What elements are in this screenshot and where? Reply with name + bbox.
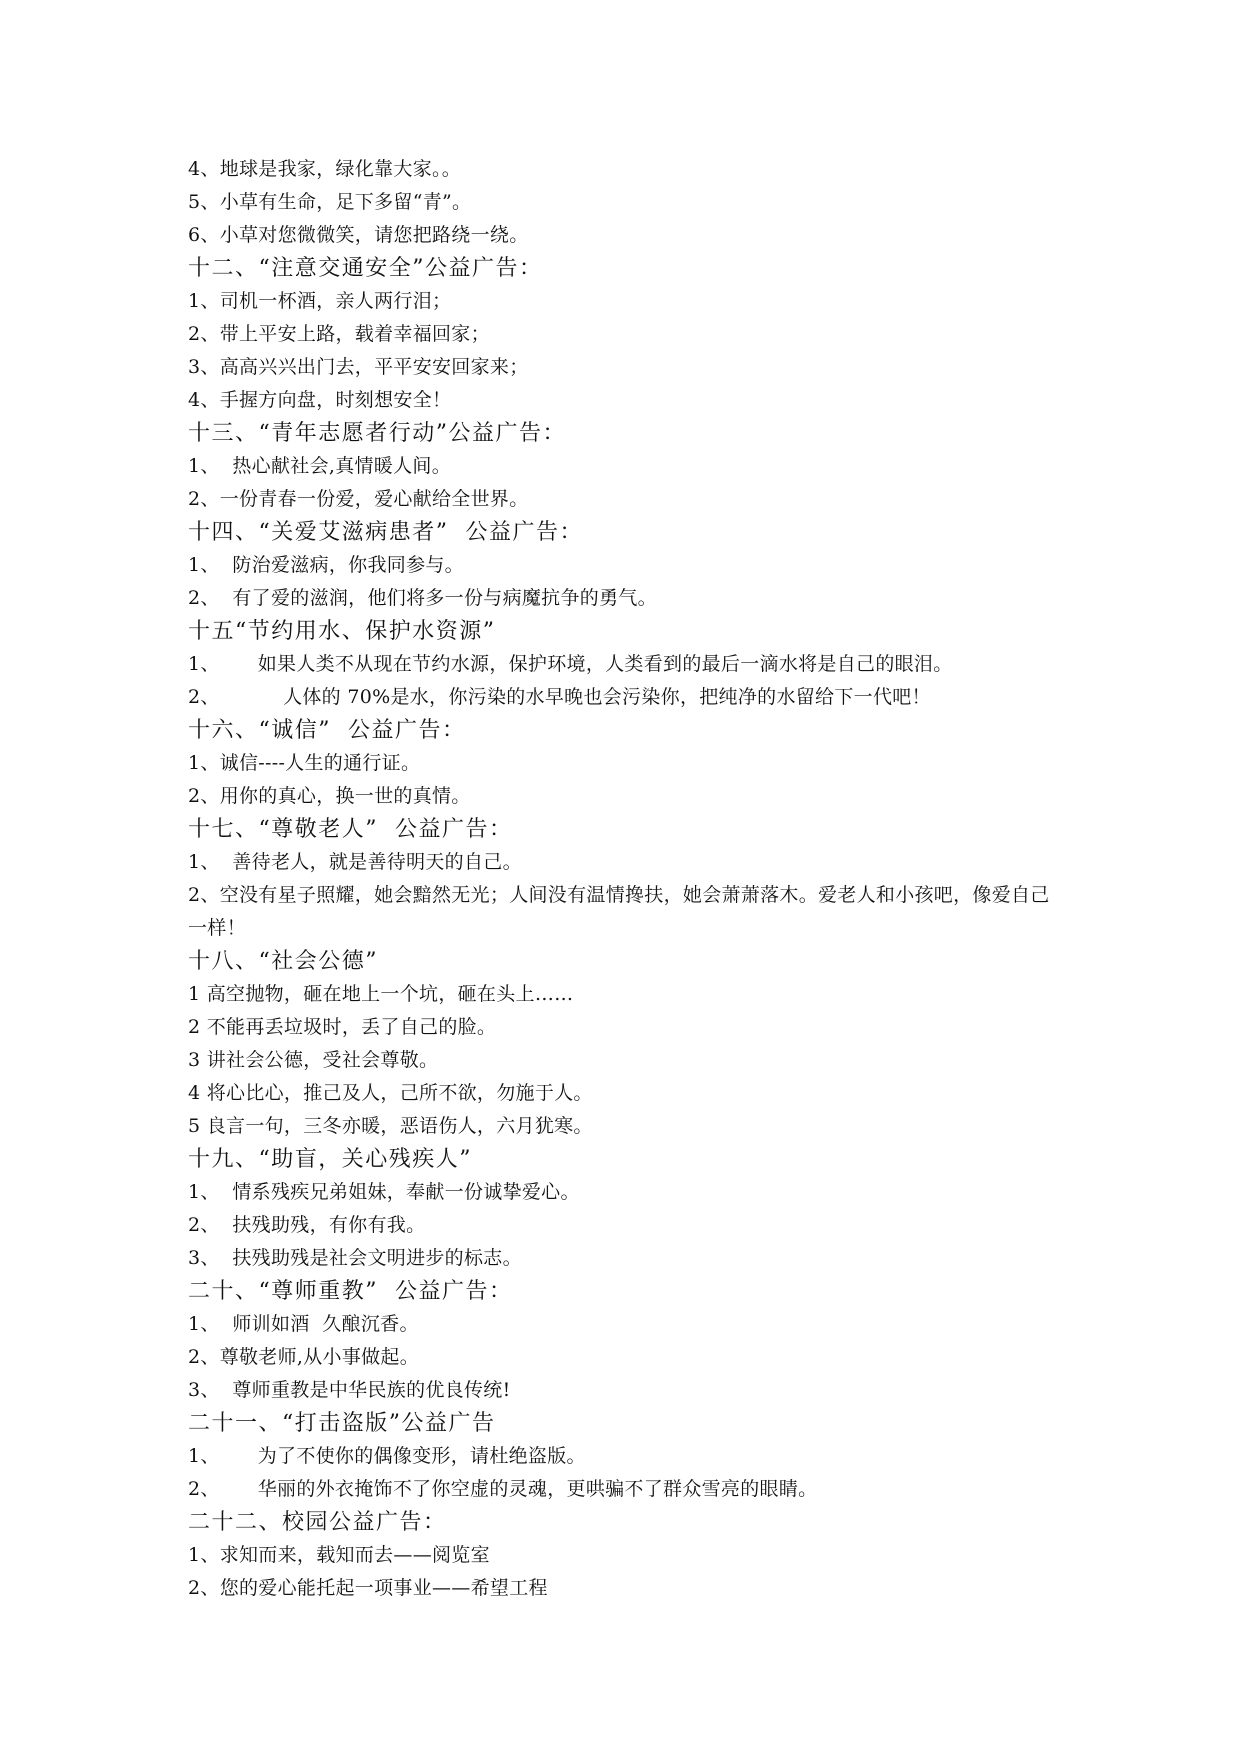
list-item: 1、 善待老人，就是善待明天的自己。 [188,851,522,873]
list-item: 4、手握方向盘，时刻想安全！ [188,389,452,411]
list-item: 3 讲社会公德，受社会尊敬。 [188,1049,439,1071]
section-heading: 十四、“关爱艾滋病患者” 公益广告： [188,520,583,545]
section-heading: 十八、“社会公德” [188,949,378,974]
list-item: 1、 防治爱滋病，你我同参与。 [188,554,464,576]
list-item: 2、一份青春一份爱，爱心献给全世界。 [188,488,529,510]
list-item: 2、带上平安上路，载着幸福回家； [188,323,490,345]
list-item: 1、 情系残疾兄弟姐妹，奉献一份诚挚爱心。 [188,1181,580,1203]
list-item: 2、空没有星子照耀，她会黯然无光；人间没有温情搀扶，她会萧萧落木。爱老人和小孩吧，像爱自己一样！ [188,884,1050,939]
list-item: 2、 华丽的外衣掩饰不了你空虚的灵魂，更哄骗不了群众雪亮的眼睛。 [188,1478,818,1500]
document-body [188,153,1068,1605]
list-item: 1 高空抛物，砸在地上一个坑，砸在头上…… [188,983,574,1005]
list-item: 2、 有了爱的滋润，他们将多一份与病魔抗争的勇气。 [188,587,657,609]
list-item: 1、 热心献社会,真情暖人间。 [188,455,452,477]
section-heading: 十九、“助盲，关心残疾人” [188,1147,472,1172]
list-item: 5、小草有生命，足下多留“青”。 [188,191,472,213]
section-heading: 十五“节约用水、保护水资源” [188,619,496,644]
list-item: 2、尊敬老师,从小事做起。 [188,1346,420,1368]
section-heading: 二十一、“打击盗版”公益广告 [188,1411,496,1436]
list-item: 5 良言一句，三冬亦暖，恶语伤人，六月犹寒。 [188,1115,593,1137]
list-item: 1、求知而来，载知而去——阅览室 [188,1544,490,1566]
list-item: 6、小草对您微微笑，请您把路绕一绕。 [188,224,529,246]
list-item: 1、诚信----人生的通行证。 [188,752,421,774]
list-item: 2 不能再丢垃圾时，丢了自己的脸。 [188,1016,497,1038]
section-heading: 十七、“尊敬老人” 公益广告： [188,817,513,842]
list-item: 4、地球是我家，绿化靠大家。。 [188,158,462,180]
list-item: 1、 为了不使你的偶像变形，请杜绝盗版。 [188,1445,586,1467]
section-heading: 十二、“注意交通安全”公益广告： [188,256,543,281]
list-item: 3、高高兴兴出门去，平平安安回家来； [188,356,529,378]
list-item: 3、 扶残助残是社会文明进步的标志。 [188,1247,522,1269]
list-item: 2、 人体的 70%是水，你污染的水早晚也会污染你，把纯净的水留给下一代吧！ [188,686,931,708]
section-heading: 二十、“尊师重教” 公益广告： [188,1279,513,1304]
section-heading: 二十二、校园公益广告： [188,1510,447,1535]
list-item: 2、 扶残助残，有你有我。 [188,1214,426,1236]
list-item: 1、司机一杯酒，亲人两行泪； [188,290,452,312]
list-item: 1、 如果人类不从现在节约水源，保护环境，人类看到的最后一滴水将是自己的眼泪。 [188,653,953,675]
list-item: 4 将心比心，推己及人，己所不欲，勿施于人。 [188,1082,593,1104]
list-item: 2、您的爱心能托起一项事业——希望工程 [188,1577,548,1599]
list-item: 2、用你的真心，换一世的真情。 [188,785,471,807]
list-item: 1、 师训如酒 久酿沉香。 [188,1313,419,1335]
section-heading: 十三、“青年志愿者行动”公益广告： [188,421,566,446]
section-heading: 十六、“诚信” 公益广告： [188,718,466,743]
list-item: 3、 尊师重教是中华民族的优良传统! [188,1379,511,1401]
